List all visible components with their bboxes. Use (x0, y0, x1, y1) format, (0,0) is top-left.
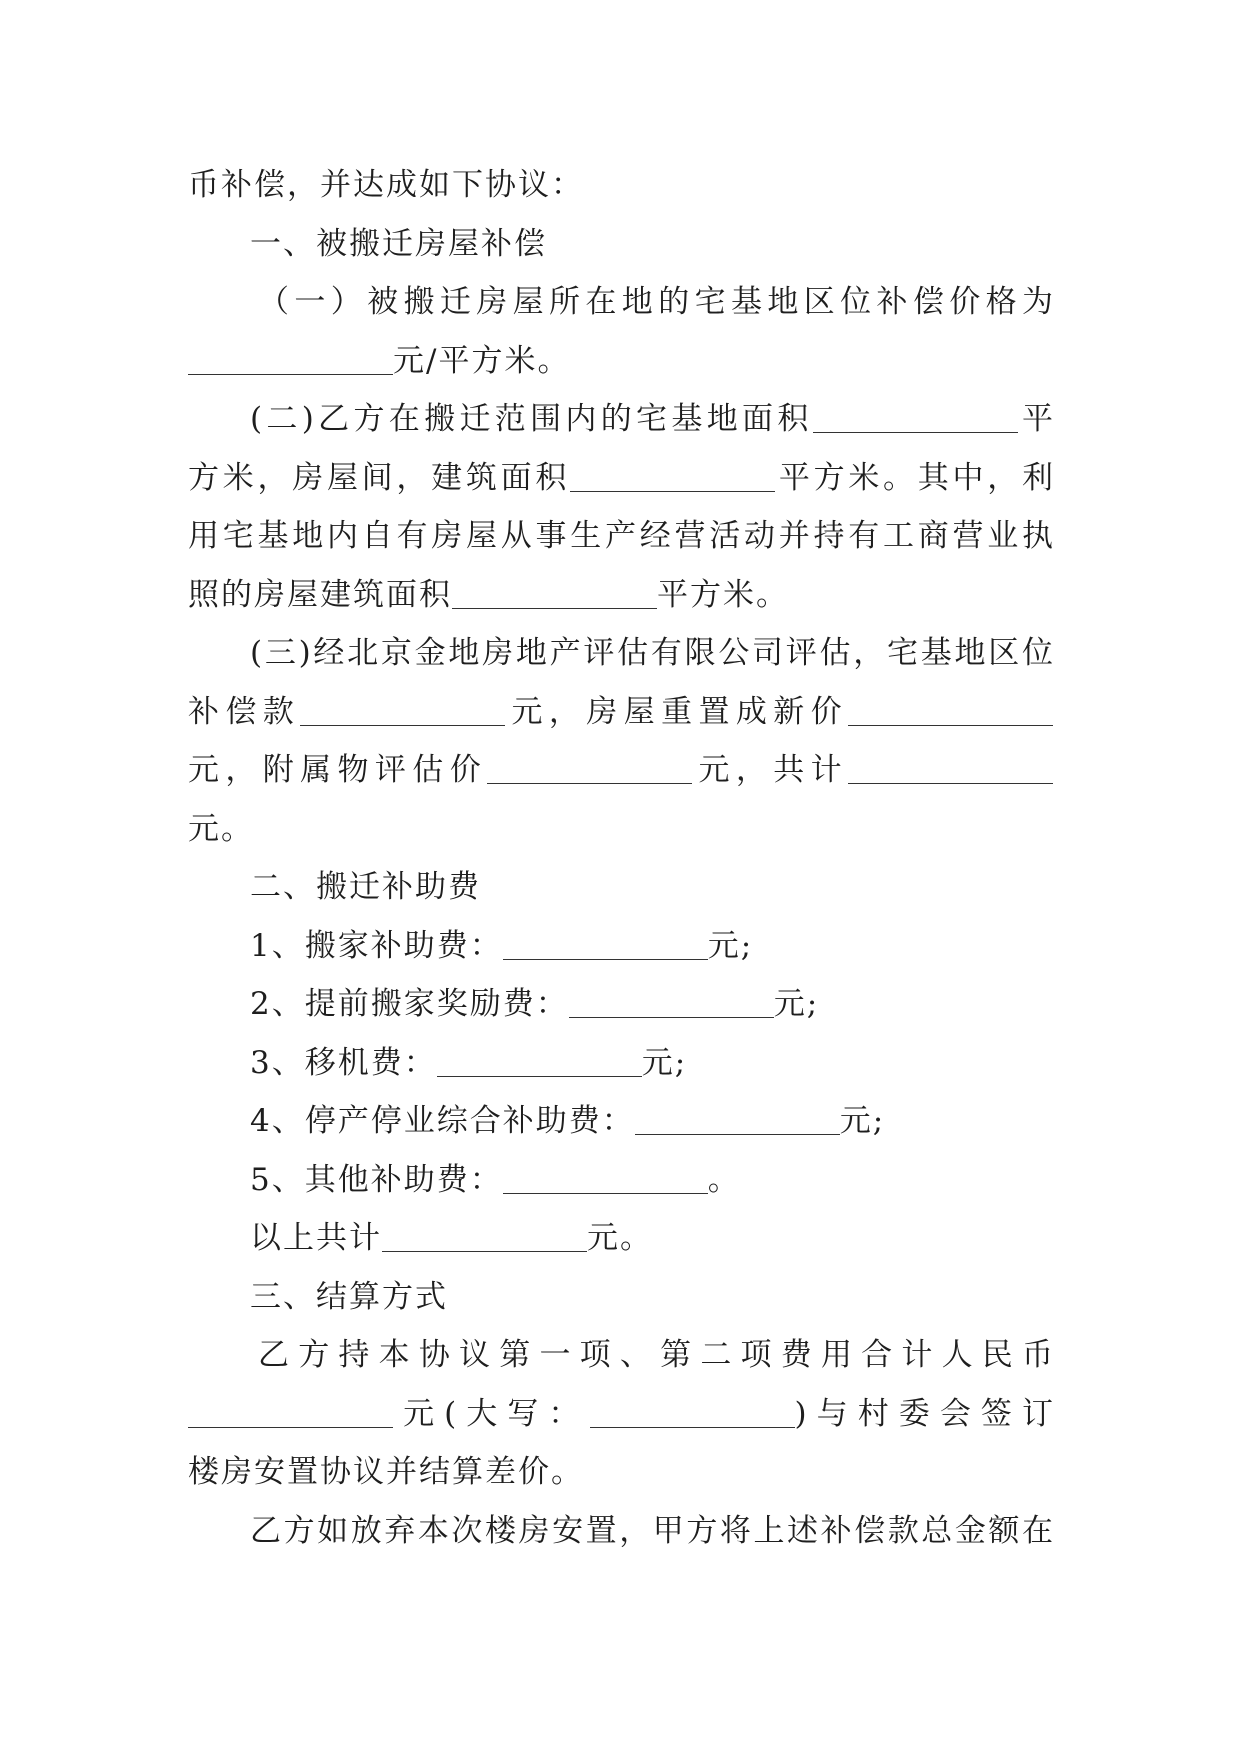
clause-line: 乙方如放弃本次楼房安置，甲方将上述补偿款总金额在 (250, 1512, 1053, 1549)
text-line: 用宅基地内自有房屋从事生产经营活动并持有工商营业执 (188, 518, 1053, 554)
fill-blank[interactable] (813, 398, 1018, 433)
fill-blank[interactable] (437, 1042, 642, 1077)
text-line: 楼房安置协议并结算差价。 (188, 1454, 584, 1490)
fill-blank[interactable] (300, 691, 505, 726)
list-item: 2、提前搬家奖励费： 元; (188, 975, 1053, 1034)
text-line: 元(大写： )与村委会签订 (188, 1385, 1053, 1444)
text-line: 元/平方米。 (188, 332, 1053, 391)
list-item: 1、搬家补助费： 元; (188, 917, 1053, 976)
fill-blank[interactable] (487, 749, 692, 784)
section-heading: 三、结算方式 (250, 1278, 448, 1315)
total-line: 以上共计 元。 (188, 1209, 1053, 1268)
text-line: 元。 (188, 810, 254, 847)
text-line: 补偿款 元，房屋重置成新价 (188, 683, 1053, 742)
text-line: 元，附属物评估价 元，共计 (188, 741, 1053, 800)
fill-blank[interactable] (848, 691, 1053, 726)
list-item: 3、移机费： 元; (188, 1034, 1053, 1093)
text-line: 方米，房屋间，建筑面积 平方米。其中，利 (188, 449, 1053, 508)
fill-blank[interactable] (188, 340, 393, 375)
fill-blank[interactable] (570, 457, 775, 492)
clause-line: (二)乙方在搬迁范围内的宅基地面积 平 (188, 390, 1053, 449)
fill-blank[interactable] (503, 925, 708, 960)
fill-blank[interactable] (590, 1393, 795, 1428)
fill-blank[interactable] (503, 1159, 708, 1194)
list-item: 4、停产停业综合补助费： 元; (188, 1092, 1053, 1151)
fill-blank[interactable] (848, 749, 1053, 784)
fill-blank[interactable] (452, 574, 657, 609)
fill-blank[interactable] (569, 983, 774, 1018)
fill-blank[interactable] (382, 1217, 587, 1252)
text-line: 照的房屋建筑面积 平方米。 (188, 566, 1053, 625)
document-body (188, 156, 1053, 1560)
clause-line: （一）被搬迁房屋所在地的宅基地区位补偿价格为 (258, 284, 1053, 320)
text-line: 币补偿，并达成如下协议： (188, 167, 584, 203)
fill-blank[interactable] (635, 1100, 840, 1135)
fill-blank[interactable] (188, 1393, 393, 1428)
section-heading: 一、被搬迁房屋补偿 (250, 225, 547, 262)
list-item: 5、其他补助费： 。 (188, 1151, 1053, 1210)
clause-line: 乙方持本协议第一项、第二项费用合计人民币 (258, 1337, 1053, 1373)
clause-line: (三)经北京金地房地产评估有限公司评估，宅基地区位 (250, 635, 1053, 671)
section-heading: 二、搬迁补助费 (250, 869, 481, 905)
